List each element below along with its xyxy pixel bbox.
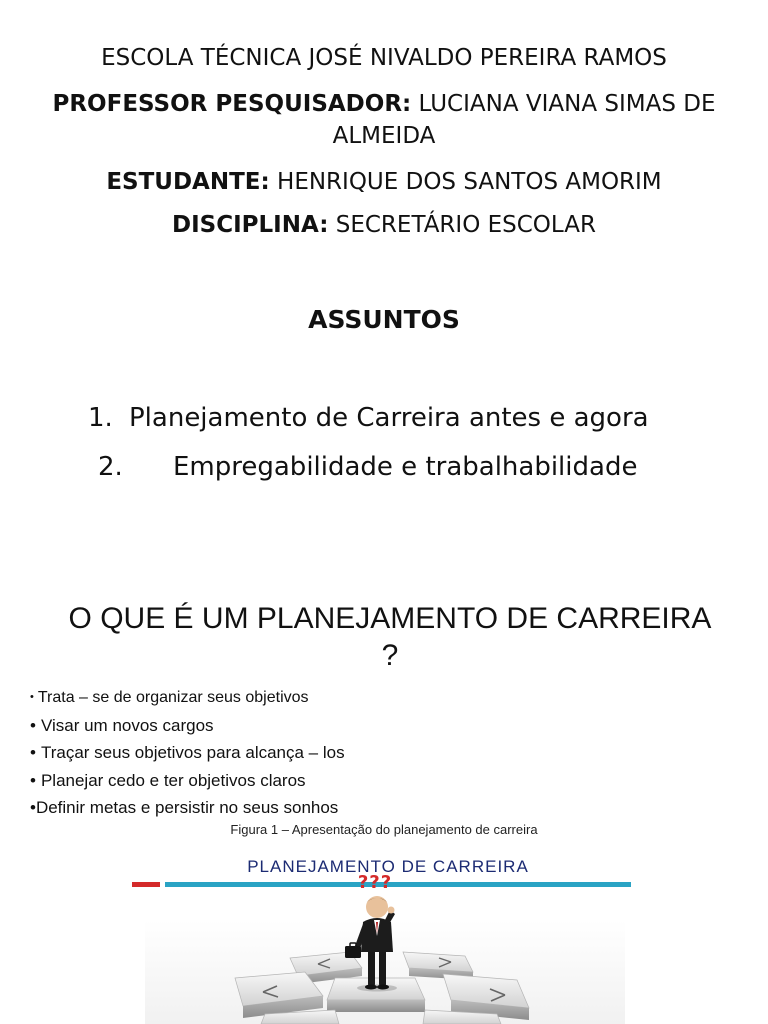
list-item xyxy=(30,767,345,795)
topic-number: 2. xyxy=(98,452,123,482)
professor-label: PROFESSOR PESQUISADOR: xyxy=(52,91,412,117)
bullet-icon: • xyxy=(30,798,36,817)
banner-teal-bar xyxy=(165,882,631,887)
arrow-key-center xyxy=(327,978,425,1012)
student-line xyxy=(0,166,768,198)
student-label: ESTUDANTE: xyxy=(106,169,270,195)
career-planning-figure xyxy=(125,850,635,1024)
list-item xyxy=(30,684,345,712)
discipline-label: DISCIPLINA: xyxy=(172,212,329,238)
discipline-name: SECRETÁRIO ESCOLAR xyxy=(328,212,596,238)
figure-banner-title: PLANEJAMENTO DE CARREIRA xyxy=(247,857,529,876)
bullet-text: Traçar seus objetivos para alcança – los xyxy=(40,743,345,762)
school-name: ESCOLA TÉCNICA JOSÉ NIVALDO PEREIRA RAMOS xyxy=(101,45,667,71)
topic-item: Planejamento de Carreira antes e agora xyxy=(129,403,649,433)
question-marks-icon: ??? xyxy=(357,872,393,893)
bullet-text: Trata – se de organizar seus objetivos xyxy=(37,689,309,706)
discipline-line xyxy=(0,209,768,241)
figure-caption: Figura 1 – Apresentação do planejamento de carreira xyxy=(230,822,538,837)
bullet-icon: • xyxy=(30,715,36,735)
section-heading: O QUE É UM PLANEJAMENTO DE CARREIRA ? xyxy=(68,602,712,672)
bullet-text: Visar um novos cargos xyxy=(40,715,214,735)
bullet-text: Definir metas e persistir no seus sonhos xyxy=(35,798,339,817)
topic-item: Empregabilidade e trabalhabilidade xyxy=(173,452,638,482)
student-name: HENRIQUE DOS SANTOS AMORIM xyxy=(269,169,662,195)
professor-line xyxy=(40,88,728,152)
professor-name: LUCIANA VIANA SIMAS DE ALMEIDA xyxy=(332,91,716,149)
list-item xyxy=(30,712,345,740)
banner-red-bar xyxy=(132,882,160,887)
bullet-icon: • xyxy=(30,743,36,762)
topic-number: 1. xyxy=(88,403,113,433)
bullet-icon: • xyxy=(30,691,34,703)
topics-heading: ASSUNTOS xyxy=(308,305,460,334)
list-item xyxy=(30,739,345,767)
bullet-text: Planejar cedo e ter objetivos claros xyxy=(40,770,306,790)
bullet-icon: • xyxy=(30,770,36,790)
list-item xyxy=(30,794,345,822)
bullet-list xyxy=(30,684,345,822)
